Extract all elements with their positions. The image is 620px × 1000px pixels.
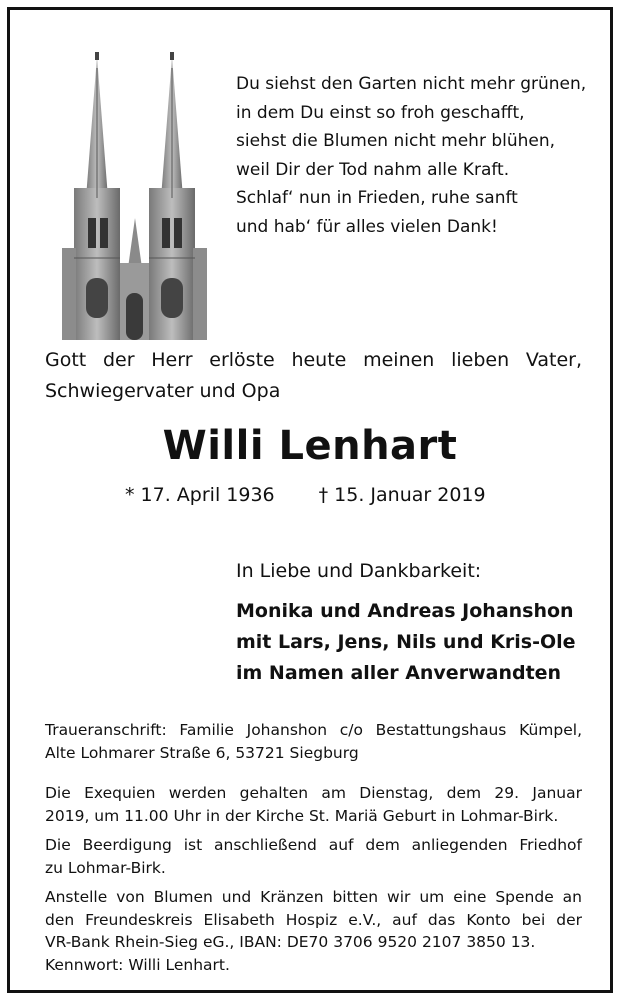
intro-line: Gott der Herr erlöste heute meinen lieben Vater,: [45, 349, 582, 371]
poem-line: Du siehst den Garten nicht mehr grünen,: [236, 74, 587, 94]
deceased-name: Willi Lenhart: [162, 423, 458, 469]
thanks-line: In Liebe und Dankbarkeit:: [236, 560, 482, 582]
info-line: VR-Bank Rhein-Sieg eG., IBAN: DE70 3706 9520 2107 3850 13.: [45, 933, 536, 951]
mourning-address: [45, 719, 582, 764]
obituary-notice: [7, 7, 613, 993]
info-line: Anstelle von Blumen und Kränzen bitten wir um eine Spende an: [45, 888, 582, 906]
info-line: 2019, um 11.00 Uhr in der Kirche St. Mariä Geburt in Lohmar-Birk.: [45, 806, 559, 825]
poem: [236, 70, 596, 241]
info-line: Die Exequien werden gehalten am Dienstag, dem 29. Januar: [45, 784, 582, 802]
intro-line: Schwiegervater und Opa: [45, 380, 281, 402]
poem-line: in dem Du einst so froh geschafft,: [236, 102, 525, 123]
cologne-cathedral-image: [50, 48, 220, 340]
mourners: [236, 596, 576, 689]
donation-info: [45, 886, 582, 976]
info-line: zu Lohmar-Birk.: [45, 858, 166, 877]
info-line: Traueranschrift: Familie Johanshon c/o Bestattungshaus Kümpel,: [45, 721, 582, 739]
info-line: Die Beerdigung ist anschließend auf dem anliegenden Friedhof: [45, 836, 582, 854]
mourner-line: Monika und Andreas Johanshon: [236, 600, 574, 622]
poem-line: und hab‘ für alles vielen Dank!: [236, 216, 498, 237]
info-line: den Freundeskreis Elisabeth Hospiz e.V., auf das Konto bei der: [45, 910, 582, 929]
death-date: † 15. Januar 2019: [318, 484, 486, 506]
life-dates: [125, 484, 486, 506]
mourner-line: im Namen aller Anverwandten: [236, 662, 562, 684]
info-line: Alte Lohmarer Straße 6, 53721 Siegburg: [45, 743, 359, 762]
poem-line: weil Dir der Tod nahm alle Kraft.: [236, 159, 510, 180]
intro-text: [45, 345, 582, 407]
burial-info: [45, 834, 582, 879]
poem-line: siehst die Blumen nicht mehr blühen,: [236, 131, 556, 151]
info-line: Kennwort: Willi Lenhart.: [45, 955, 230, 974]
birth-date: * 17. April 1936: [125, 484, 275, 506]
poem-line: Schlaf‘ nun in Frieden, ruhe sanft: [236, 188, 518, 208]
mourner-line: mit Lars, Jens, Nils und Kris-Ole: [236, 631, 576, 653]
exequien-info: [45, 782, 582, 827]
